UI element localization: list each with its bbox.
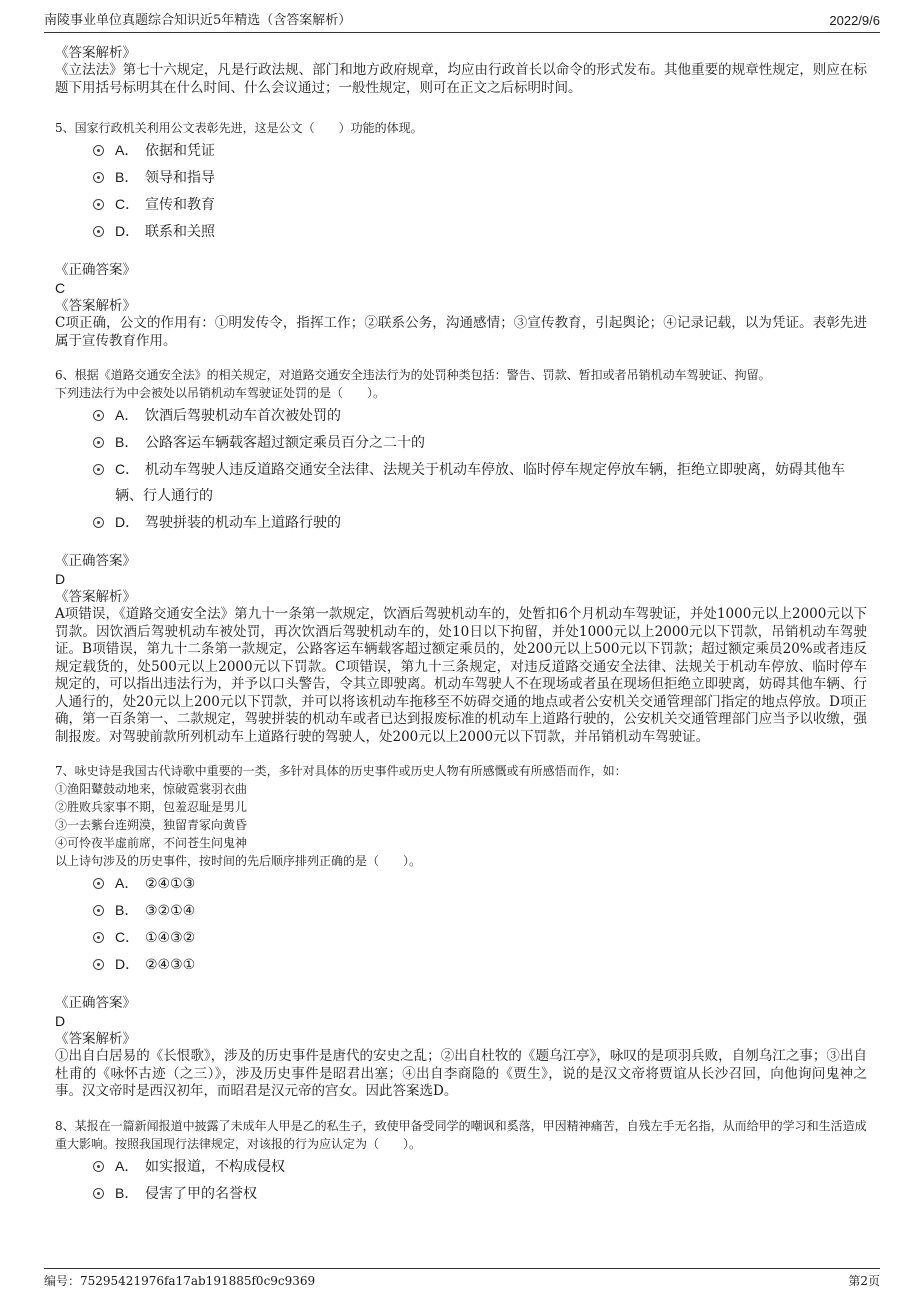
answer-label: 《正确答案》	[55, 553, 136, 569]
correct-answer: D	[55, 571, 66, 587]
radio-icon[interactable]	[93, 226, 104, 237]
analysis-label: 《答案解析》	[55, 298, 136, 314]
option-letter: B．	[115, 169, 139, 185]
radio-icon[interactable]	[93, 437, 104, 448]
correct-answer: D	[55, 1013, 66, 1029]
analysis-label: 《答案解析》	[55, 589, 136, 605]
document-code: 编号：75295421976fa17ab191885f0c9c9369	[44, 1274, 316, 1288]
radio-icon[interactable]	[93, 878, 104, 889]
radio-icon[interactable]	[93, 517, 104, 528]
option-text: ②④①③	[145, 876, 196, 892]
option-b[interactable]	[93, 1180, 867, 1207]
radio-icon[interactable]	[93, 932, 104, 943]
option-d[interactable]	[93, 218, 867, 245]
radio-icon[interactable]	[93, 172, 104, 183]
radio-icon[interactable]	[93, 145, 104, 156]
poem-line-4: ④可怜夜半虚前席，不问苍生问鬼神	[55, 836, 248, 850]
option-list	[93, 870, 867, 978]
answer-label: 《正确答案》	[55, 995, 136, 1011]
analysis-block-q4	[55, 44, 867, 97]
option-letter: C．	[115, 929, 140, 945]
option-a[interactable]	[93, 137, 867, 164]
option-text: 饮酒后驾驶机动车首次被处罚的	[145, 408, 341, 424]
document-date: 2022/9/6	[829, 13, 880, 28]
document-body	[55, 44, 867, 1207]
question-8	[55, 1117, 867, 1207]
option-c[interactable]	[93, 924, 867, 951]
question-stem-continued: 下列违法行为中会被处以吊销机动车驾驶证处罚的是（ ）。	[55, 386, 386, 400]
answer-label: 《正确答案》	[55, 262, 136, 278]
option-text: 依据和凭证	[145, 143, 215, 159]
option-list	[93, 1153, 867, 1207]
option-text: 如实报道，不构成侵权	[145, 1158, 285, 1175]
page-header	[44, 12, 880, 33]
option-letter: D．	[115, 223, 140, 239]
option-a[interactable]	[93, 1153, 867, 1180]
option-letter: B．	[115, 902, 139, 918]
option-c[interactable]	[93, 191, 867, 218]
option-list	[93, 137, 867, 245]
question-stem: 6、根据《道路交通安全法》的相关规定，对道路交通安全违法行为的处罚种类包括：警告、罚款、暂扣或者吊销机动车驾驶证、拘留。	[55, 368, 771, 382]
question-7	[55, 762, 867, 1101]
option-text: 侵害了甲的名誉权	[145, 1185, 257, 1202]
analysis-text: A项错误，《道路交通安全法》第九十一条第一款规定，饮酒后驾驶机动车的，处暂扣6个月机动车驾驶证，并处1000元以上2000元以下罚款。因饮酒后驾驶机动车被处罚，再次饮酒后驾驶机动车的，处10日以下拘留，并处1000元以上2000元以下罚款，吊销机动车驾驶证。B项错误，第九十二条第一款规定，公路客运车辆载客超过额定乘员的，处200元以上500元以下罚款；超过额定乘员20%或者违反规定载货的，处500元以上2000元以下罚款。C项错误，第九十三条规定，对违反道路交通安全法律、法规关于机动车停放、临时停车规定的，可以指出违法行为，并予以口头警告，令其立即驶离。机动车驾驶人不在现场或者虽在现场但拒绝立即驶离，妨碍其他车辆、行人通行的，处20元以上200元以下罚款，并可以将该机动车拖移至不妨碍交通的地点或者公安机关交通管理部门指定的地点停放。D项正确，第一百条第一、二款规定，驾驶拼装的机动车或者已达到报废标准的机动车上道路行驶的，公安机关交通管理部门应当予以收缴，强制报废。对驾驶前款所列机动车上道路行驶的驾驶人，处200元以上2000元以下罚款，并吊销机动车驾驶证。	[55, 606, 867, 745]
poem-line-3: ③一去紫台连朔漠，独留青冢向黄昏	[55, 818, 248, 832]
option-letter: D．	[115, 956, 140, 972]
option-letter: B．	[115, 1184, 139, 1201]
radio-icon[interactable]	[93, 464, 104, 475]
analysis-text: C项正确，公文的作用有：①明发传令，指挥工作；②联系公务，沟通感情；③宣传教育，引起舆论；④记录记载，以为凭证。表彰先进属于宣传教育作用。	[55, 315, 867, 349]
option-b[interactable]	[93, 897, 867, 924]
correct-answer: C	[55, 280, 66, 296]
option-text: ①④③②	[145, 930, 196, 946]
analysis-text: ①出自白居易的《长恨歌》，涉及的历史事件是唐代的安史之乱；②出自杜牧的《题乌江亭》，咏叹的是项羽兵败，自刎乌江之事；③出自杜甫的《咏怀古迹（之三）》，涉及历史事件是昭君出塞；④出自李商隐的《贾生》，说的是汉文帝将贾谊从长沙召回，向他询问鬼神之事。汉文帝时是西汉初年，而昭君是汉元帝的宫女。因此答案选D。	[55, 1048, 867, 1099]
option-text: 宣传和教育	[145, 197, 215, 213]
option-text: 联系和关照	[145, 224, 215, 240]
option-a[interactable]	[93, 402, 867, 429]
question-6	[55, 366, 867, 746]
poem-line-1: ①渔阳鼙鼓动地来，惊破霓裳羽衣曲	[55, 782, 248, 796]
option-letter: A．	[115, 407, 139, 423]
analysis-text: 《立法法》第七十六规定，凡是行政法规、部门和地方政府规章，均应由行政首长以命令的形式发布。其他重要的规章性规定，则应在标题下用括号标明其在什么时间、什么会议通过；一般性规定，则可在正文之后标明时间。	[55, 62, 867, 96]
radio-icon[interactable]	[93, 905, 104, 916]
radio-icon[interactable]	[93, 199, 104, 210]
analysis-label: 《答案解析》	[55, 1031, 136, 1047]
option-text: 领导和指导	[145, 170, 215, 186]
radio-icon[interactable]	[93, 1188, 104, 1199]
poem-line-2: ②胜败兵家事不期，包羞忍耻是男儿	[55, 800, 248, 814]
question-stem: 7、咏史诗是我国古代诗歌中重要的一类，多针对具体的历史事件或历史人物有所感慨或有所感悟而作，如：	[55, 764, 627, 778]
page-number: 第2页	[848, 1274, 880, 1288]
option-text: ②④③①	[145, 957, 196, 973]
option-text: 机动车驾驶人违反道路交通安全法律、法规关于机动车停放、临时停车规定停放车辆，拒绝立即驶离，妨碍其他车辆、行人通行的	[115, 462, 845, 504]
option-letter: D．	[115, 514, 140, 530]
option-list	[93, 402, 867, 536]
option-d[interactable]	[93, 951, 867, 978]
option-c[interactable]	[93, 456, 867, 509]
question-stem-continued: 以上诗句涉及的历史事件，按时间的先后顺序排列正确的是（ ）。	[55, 854, 422, 868]
option-b[interactable]	[93, 429, 867, 456]
option-a[interactable]	[93, 870, 867, 897]
question-stem: 5、国家行政机关利用公文表彰先进，这是公文（ ）功能的体现。	[55, 121, 423, 135]
radio-icon[interactable]	[93, 410, 104, 421]
option-letter: B．	[115, 434, 139, 450]
question-5	[55, 119, 867, 350]
radio-icon[interactable]	[93, 1161, 104, 1172]
analysis-label: 《答案解析》	[55, 45, 136, 61]
option-letter: C．	[115, 196, 140, 212]
option-letter: A．	[115, 1157, 139, 1174]
option-text: 驾驶拼装的机动车上道路行驶的	[145, 515, 341, 531]
document-title: 南陵事业单位真题综合知识近5年精选（含答案解析）	[44, 13, 352, 28]
option-text: ③②①④	[145, 903, 196, 919]
option-text: 公路客运车辆载客超过额定乘员百分之二十的	[145, 435, 425, 451]
option-letter: C．	[115, 461, 140, 477]
option-b[interactable]	[93, 164, 867, 191]
radio-icon[interactable]	[93, 959, 104, 970]
option-d[interactable]	[93, 509, 867, 536]
option-letter: A．	[115, 875, 139, 891]
option-letter: A．	[115, 142, 139, 158]
page-footer	[44, 1268, 880, 1289]
question-stem: 8、某报在一篇新闻报道中披露了未成年人甲是乙的私生子，致使甲备受同学的嘲讽和奚落，甲因精神痛苦，自残左手无名指，从而给甲的学习和生活造成重大影响。按照我国现行法律规定，对该报的行为应认定为（ ）。	[55, 1118, 867, 1151]
